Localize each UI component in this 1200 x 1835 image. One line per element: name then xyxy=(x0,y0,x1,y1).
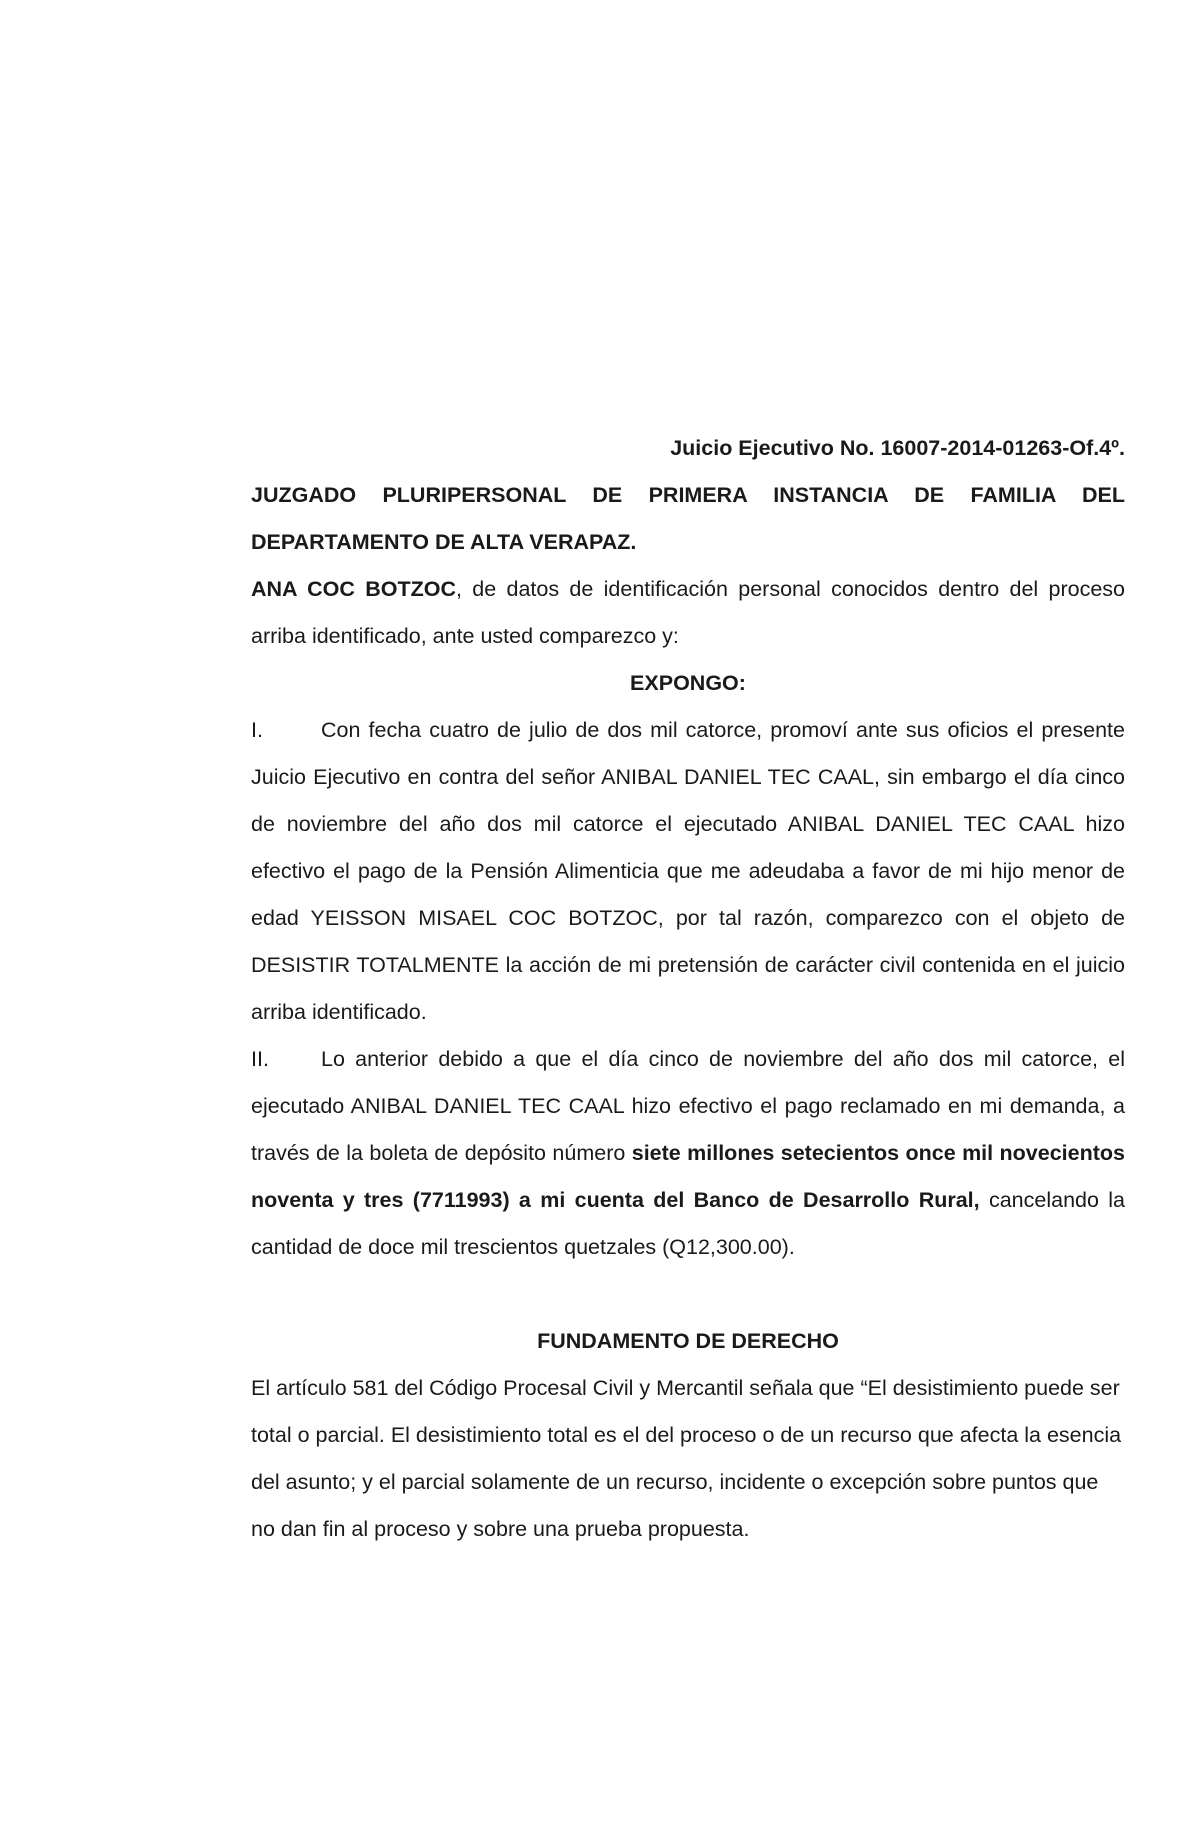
heading-expongo: EXPONGO: xyxy=(630,671,746,695)
document-body xyxy=(251,425,1125,1553)
fundamento-paragraph: El artículo 581 del Código Procesal Civil y Mercantil señala que “El desistimiento puede ser total o parcial. El desistimiento total es el del proceso o de un recurso que afecta la esencia del asunto; y el parcial solamente de un recurso, incidente o excepción sobre puntos que no dan fin al proceso y sobre una prueba propuesta. xyxy=(251,1376,1122,1541)
petitioner-name: ANA COC BOTZOC xyxy=(251,577,456,601)
item-1-text: Con fecha cuatro de julio de dos mil catorce, promoví ante sus oficios el presente Juicio Ejecutivo en contra del señor ANIBAL DANIEL TEC CAAL, sin embargo el día cinco de noviembre del año dos mil catorce el ejecutado ANIBAL DANIEL TEC CAAL hizo efectivo el pago de la Pensión Alimenticia que me adeudaba a favor de mi hijo menor de edad YEISSON MISAEL COC BOTZOC, por tal razón, comparezco con el objeto de DESISTIR TOTALMENTE la acción de mi pretensión de carácter civil contenida en el juicio arriba identificado. xyxy=(251,718,1125,1024)
heading-fundamento: FUNDAMENTO DE DERECHO xyxy=(537,1329,839,1353)
intro-paragraph xyxy=(251,566,1125,660)
item-2-text-bold: siete millones setecientos once mil novecientos noventa y tres (7711993) a mi cuenta del Banco de Desarrollo Rural, xyxy=(251,1141,1125,1212)
item-1 xyxy=(251,707,1125,1036)
blank-line xyxy=(251,1271,1125,1318)
item-2 xyxy=(251,1036,1125,1271)
court-name: JUZGADO PLURIPERSONAL DE PRIMERA INSTANCIA DE FAMILIA DEL DEPARTAMENTO DE ALTA VERAPAZ. xyxy=(251,483,1125,554)
item-1-number: I. xyxy=(251,718,263,742)
item-2-text-before: Lo anterior debido a que el día cinco de noviembre del año dos mil catorce, el ejecutado ANIBAL DANIEL TEC CAAL hizo efectivo el pago reclamado en mi demanda, a través de la boleta de depósito número xyxy=(251,1047,1125,1165)
case-reference: Juicio Ejecutivo No. 16007-2014-01263-Of.4º. xyxy=(670,436,1125,460)
item-2-number: II. xyxy=(251,1047,269,1071)
item-2-text-after: cancelando la cantidad de doce mil trescientos quetzales (Q12,300.00). xyxy=(251,1188,1125,1259)
intro-text: , de datos de identificación personal conocidos dentro del proceso arriba identificado, ante usted comparezco y: xyxy=(251,577,1125,648)
